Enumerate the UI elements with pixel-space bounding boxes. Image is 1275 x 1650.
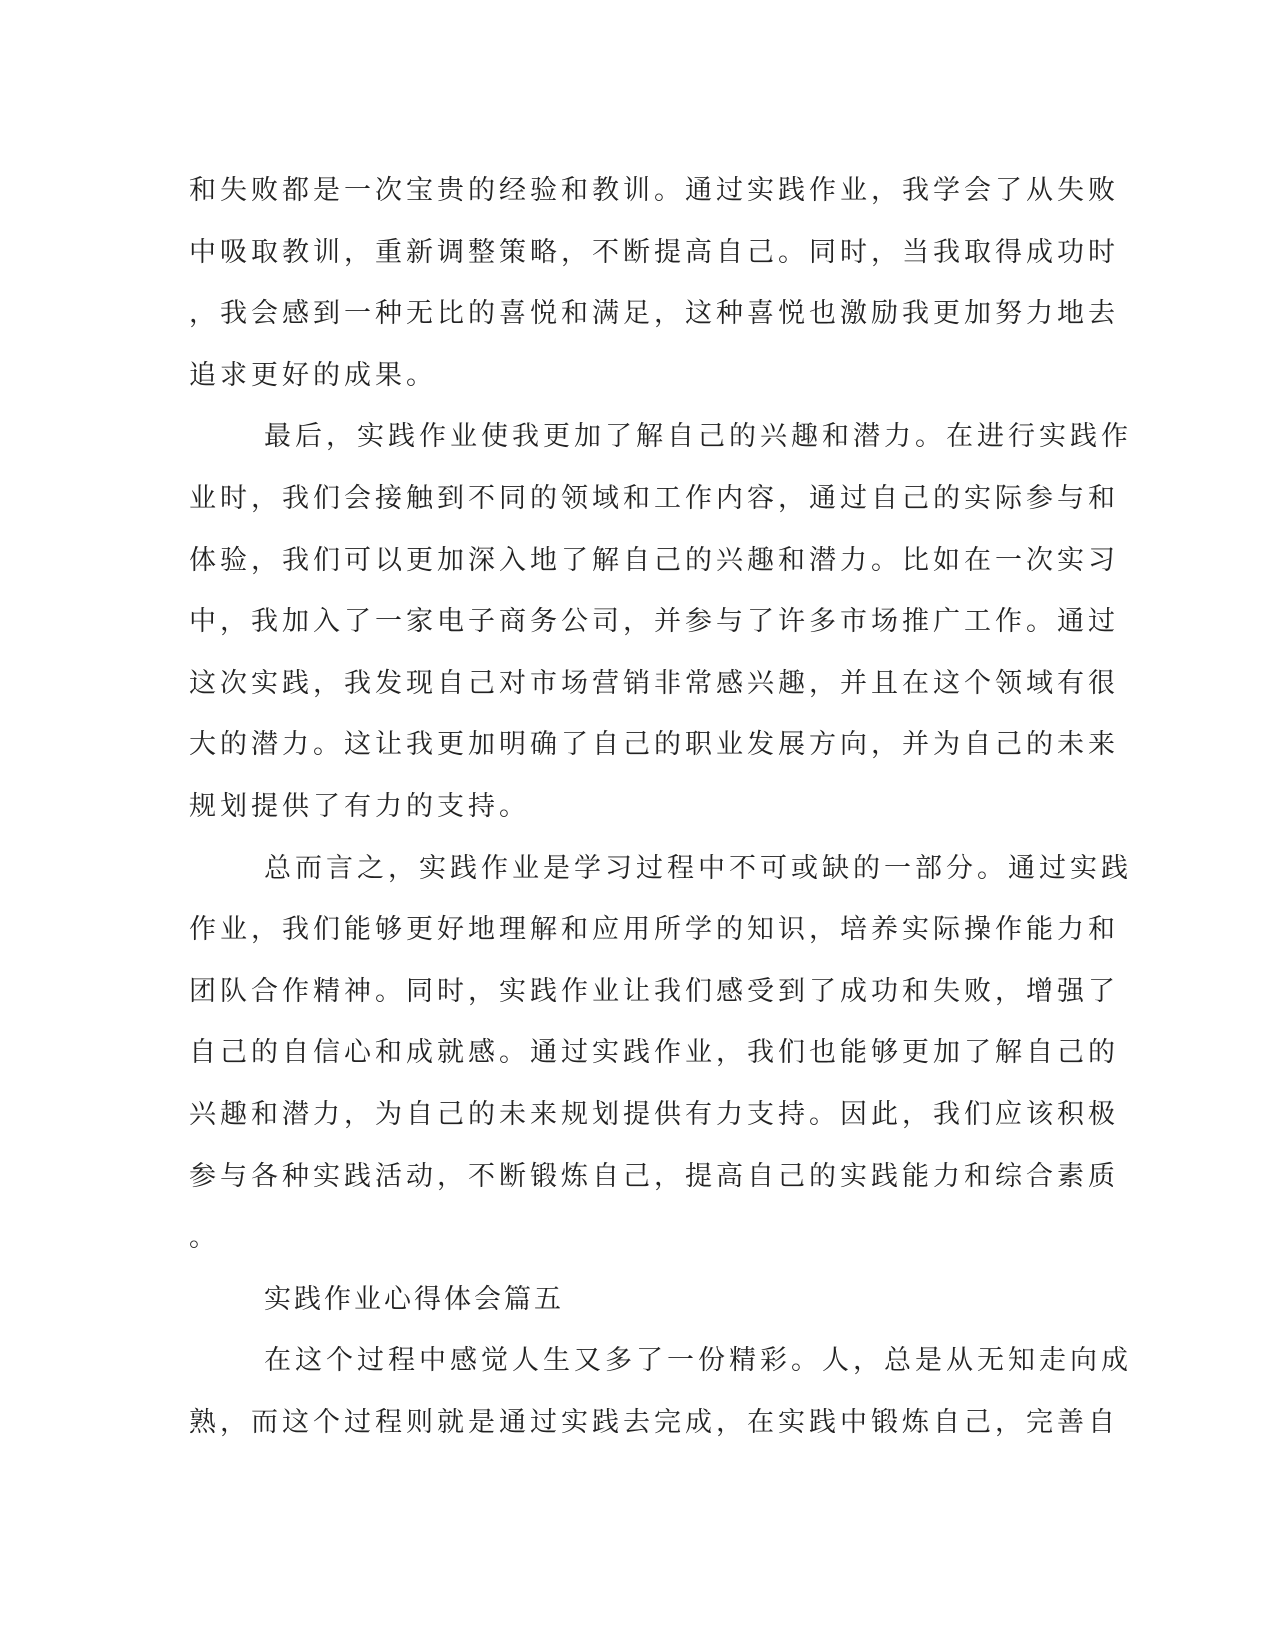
text-line: 总而言之，实践作业是学习过程中不可或缺的一部分。通过实践 — [264, 852, 1132, 884]
text-line: 熟，而这个过程则就是通过实践去完成，在实践中锻炼自己，完善自 — [189, 1406, 1119, 1438]
text-line: 这次实践，我发现自己对市场营销非常感兴趣，并且在这个领域有很 — [189, 667, 1119, 699]
paragraph — [189, 406, 1132, 837]
text-line: 在这个过程中感觉人生又多了一份精彩。人，总是从无知走向成 — [264, 1345, 1132, 1377]
text-line: 业时，我们会接触到不同的领域和工作内容，通过自己的实际参与和 — [189, 482, 1119, 514]
paragraph — [189, 1330, 1132, 1453]
text-line: 团队合作精神。同时，实践作业让我们感受到了成功和失败，增强了 — [189, 975, 1119, 1007]
text-line: 兴趣和潜力，为自己的未来规划提供有力支持。因此，我们应该积极 — [189, 1098, 1119, 1130]
text-line: 自己的自信心和成就感。通过实践作业，我们也能够更加了解自己的 — [189, 1037, 1119, 1069]
text-line: 大的潜力。这让我更加明确了自己的职业发展方向，并为自己的未来 — [189, 729, 1119, 761]
text-line: 规划提供了有力的支持。 — [189, 790, 530, 822]
text-line: 作业，我们能够更好地理解和应用所学的知识，培养实际操作能力和 — [189, 914, 1119, 946]
text-line: 参与各种实践活动，不断锻炼自己，提高自己的实践能力和综合素质 — [189, 1160, 1119, 1192]
text-line: 追求更好的成果。 — [189, 359, 437, 391]
text-line: 。 — [189, 1222, 220, 1254]
text-line: 中，我加入了一家电子商务公司，并参与了许多市场推广工作。通过 — [189, 606, 1119, 638]
text-line: 中吸取教训，重新调整策略，不断提高自己。同时，当我取得成功时 — [189, 236, 1119, 268]
paragraph — [189, 160, 1119, 406]
body-text — [189, 160, 1132, 1453]
text-line: 最后，实践作业使我更加了解自己的兴趣和潜力。在进行实践作 — [264, 421, 1132, 453]
section-heading: 实践作业心得体会篇五 — [264, 1283, 564, 1315]
paragraph — [189, 838, 1132, 1269]
text-line: 和失败都是一次宝贵的经验和教训。通过实践作业，我学会了从失败 — [189, 175, 1119, 206]
text-line: ，我会感到一种无比的喜悦和满足，这种喜悦也激励我更加努力地去 — [189, 298, 1119, 330]
text-line: 体验，我们可以更加深入地了解自己的兴趣和潜力。比如在一次实习 — [189, 544, 1119, 576]
